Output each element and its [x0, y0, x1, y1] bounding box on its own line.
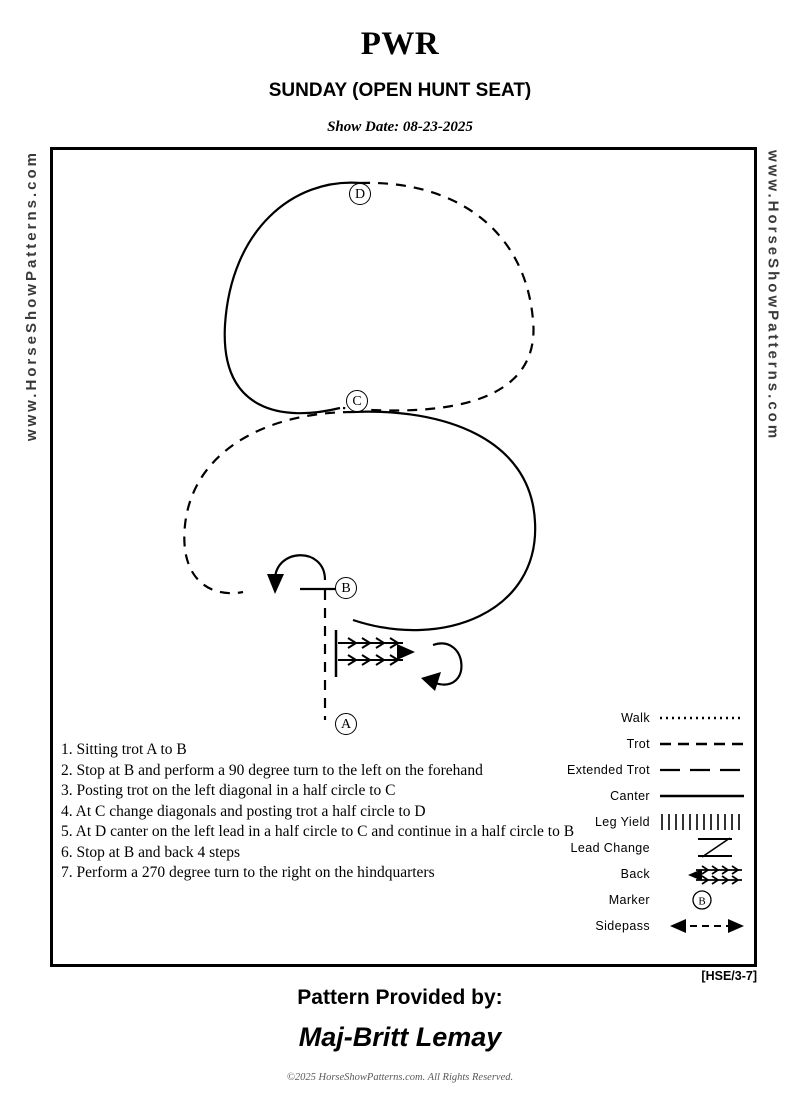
legend-row-extended-trot [521, 757, 746, 783]
legend-label-extended-trot: Extended Trot [566, 763, 650, 777]
marker-circle-icon [658, 889, 746, 911]
instruction-item: 6. Stop at B and back 4 steps [61, 843, 241, 861]
path-dashed-upper-right [343, 183, 534, 411]
legend-label-sidepass: Sidepass [595, 919, 650, 933]
watermark-left-text: www.HorseShowPatterns.com [22, 150, 40, 442]
arrow-back [397, 644, 415, 660]
instruction-item: 2. Stop at B and perform a 90 degree turn to the left on the forehand [61, 761, 483, 779]
show-date: Show Date: 08-23-2025 [327, 119, 473, 135]
legend [521, 705, 746, 939]
legend-label-lead-change: Lead Change [570, 841, 650, 855]
legend-row-canter [521, 783, 746, 809]
page-title: PWR [360, 26, 440, 62]
legend-label-leg-yield: Leg Yield [594, 815, 650, 829]
author-name: Maj-Britt Lemay [298, 1022, 502, 1052]
instruction-item: 4. At C change diagonals and posting trot a half circle to D [61, 802, 426, 820]
arrow-hindquarter-turn [421, 672, 441, 691]
provided-by-label: Pattern Provided by: [297, 986, 503, 1009]
lead-change-icon [658, 837, 746, 859]
path-dashed-lower-left [184, 412, 353, 593]
sidepass-icon [658, 915, 746, 937]
extended-trot-line-icon [658, 759, 746, 781]
legend-row-back [521, 861, 746, 887]
legend-label-back: Back [620, 867, 650, 881]
copyright-notice: ©2025 HorseShowPatterns.com. All Rights Reserved. [286, 1072, 514, 1083]
instruction-item: 1. Sitting trot A to B [61, 741, 187, 758]
pattern-diagram [53, 150, 754, 964]
legend-label-trot: Trot [626, 737, 650, 751]
legend-row-sidepass [521, 913, 746, 939]
diagram-marker-a: A [335, 713, 357, 735]
walk-line-icon [658, 707, 746, 729]
instruction-item: 5. At D canter on the left lead in a half circle to C and continue in a half circle to B [61, 823, 575, 840]
leg-yield-icon [658, 811, 746, 833]
legend-label-walk: Walk [621, 711, 650, 725]
legend-label-marker: Marker [608, 893, 650, 907]
instruction-item: 3. Posting trot on the left diagonal in a half circle to C [61, 782, 396, 799]
path-solid-lower-right [353, 412, 535, 630]
instructions-list [61, 740, 581, 884]
legend-row-leg-yield [521, 809, 746, 835]
svg-text:B: B [698, 895, 706, 908]
instruction-item: 7. Perform a 270 degree turn to the right on the hindquarters [61, 864, 435, 881]
legend-row-marker [521, 887, 746, 913]
trot-line-icon [658, 733, 746, 755]
path-solid-upper-left [225, 183, 360, 414]
diagram-marker-b: B [335, 577, 357, 599]
back-icon [658, 863, 746, 885]
legend-row-walk [521, 705, 746, 731]
watermark-right [760, 150, 786, 950]
watermark-left [18, 150, 44, 950]
arrow-forehand-turn [267, 574, 284, 594]
watermark-right-text: www.HorseShowPatterns.com [764, 150, 782, 442]
diagram-marker-d: D [349, 183, 371, 205]
canter-line-icon [658, 785, 746, 807]
diagram-marker-c: C [346, 390, 368, 412]
pattern-diagram-box [50, 147, 757, 967]
hse-code: [HSE/3-7] [701, 969, 757, 983]
legend-label-canter: Canter [610, 789, 650, 803]
page-subtitle: SUNDAY (OPEN HUNT SEAT) [268, 80, 532, 101]
legend-row-lead-change [521, 835, 746, 861]
legend-row-trot [521, 731, 746, 757]
